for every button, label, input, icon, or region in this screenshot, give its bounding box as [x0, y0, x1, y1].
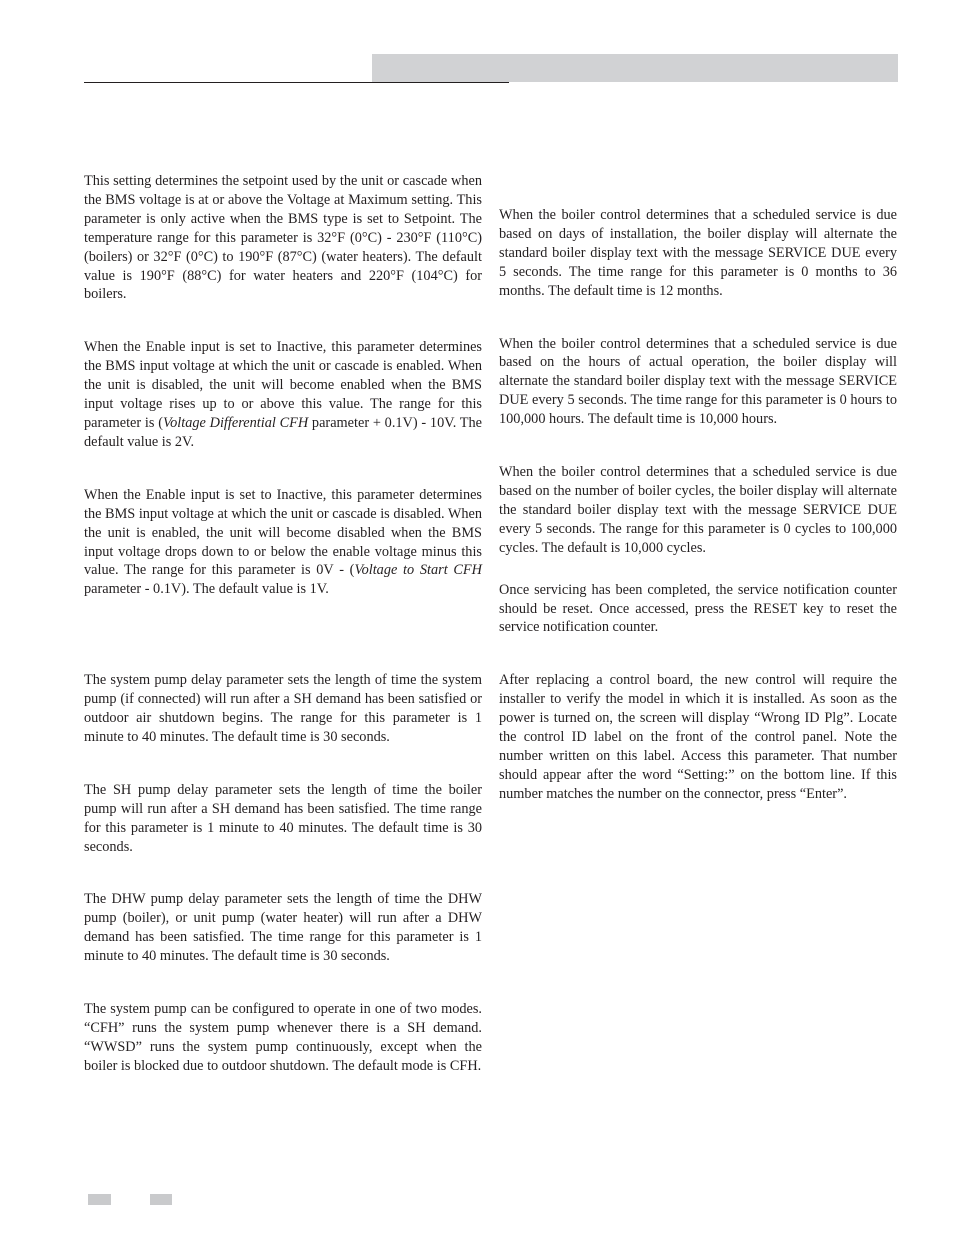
italic-parameter-name: Voltage to Start CFH	[354, 562, 482, 579]
paragraph-service-reset: Once servicing has been completed, the service notification counter should be reset. Once accessed, press the RESET key to reset the service notification counter.	[499, 581, 897, 636]
paragraph-voltage-differential: When the Enable input is set to Inactive, this parameter determines the BMS input voltage at which the unit or cascade is disabled. When the unit is enabled, the unit will become disabled when the BMS input voltage drops down to or below the enable voltage minus this value. The range for this parameter is 0V - (Voltage to Start CFH parameter - 0.1V). The default value is 1V.	[84, 486, 482, 598]
paragraph-setpoint-at-max-voltage: This setting determines the setpoint used by the unit or cascade when the BMS voltage is at or above the Voltage at Maximum setting. This parameter is only active when the BMS type is set to Setpoint. The temperature range for this parameter is 32°F (0°C) - 230°F (110°C) (boilers) or 32°F (0°C) to 190°F (87°C) (water heaters). The default value is 190°F (88°C) for water heaters and 220°F (104°C) for boilers.	[84, 173, 482, 303]
left-column	[84, 172, 482, 1076]
paragraph-service-hours: When the boiler control determines that a scheduled service is due based on the hours of actual operation, the boiler display will alternate the standard boiler display text with the message SERVICE DUE every 5 seconds. The time range for this parameter is 0 hours to 100,000 hours. The default time is 10,000 hours.	[499, 335, 897, 428]
paragraph-service-days: When the boiler control determines that a scheduled service is due based on days of installation, the boiler display will alternate the standard boiler display text with the message SERVICE DUE every 5 seconds. The time range for this parameter is 0 months to 36 months. The default time is 12 months.	[499, 207, 897, 299]
paragraph-control-id: After replacing a control board, the new control will require the installer to verify the model in which it is installed. As soon as the power is turned on, the screen will display “Wrong ID Plg”. Locate the control ID label on the front of the control panel. Note the number written on this label. Access this parameter. That number should appear after the word “Setting:” on the bottom line. If this number matches the number on the connector, press “Enter”.	[499, 672, 897, 802]
header-rule	[84, 82, 509, 83]
paragraph-sh-pump-delay: The SH pump delay parameter sets the length of time the boiler pump will run after a SH demand has been satisfied. The time range for this parameter is 1 minute to 40 minutes. The default time is 30 seconds.	[84, 781, 482, 855]
italic-parameter-name: Voltage Differential CFH	[162, 414, 309, 431]
paragraph-system-pump-mode: The system pump can be configured to operate in one of two modes. “CFH” runs the system pump whenever there is a SH demand. “WWSD” runs the system pump continuously, except when the boiler is blocked due to outdoor shutdown. The default mode is CFH.	[84, 1001, 482, 1074]
paragraph-system-pump-delay: The system pump delay parameter sets the length of time the system pump (if connected) will run after a SH demand has been satisfied or outdoor air shutdown begins. The range for this parameter is 1 minute to 40 minutes. The default time is 30 seconds.	[84, 672, 482, 745]
paragraph-voltage-to-start: When the Enable input is set to Inactive, this parameter determines the BMS input voltage at which the unit or cascade is enabled. When the unit is disabled, the unit will become enabled when the BMS input voltage rises up to or above this value. The range for this parameter is (Voltage Differential CFH parameter + 0.1V) - 10V. The default value is 2V.	[84, 339, 482, 450]
paragraph-service-cycles: When the boiler control determines that a scheduled service is due based on the number of boiler cycles, the boiler display will alternate the standard boiler display text with the message SERVICE DUE every 5 seconds. The range for this parameter is 0 cycles to 100,000 cycles. The default is 10,000 cycles.	[499, 464, 897, 556]
footer-marker-left	[88, 1194, 111, 1205]
header-band	[372, 54, 898, 82]
footer-marker-right	[150, 1194, 172, 1205]
paragraph-dhw-pump-delay: The DHW pump delay parameter sets the length of time the DHW pump (boiler), or unit pump (water heater) will run after a DHW demand has been satisfied. The time range for this parameter is 1 minute to 40 minutes. The default time is 30 seconds.	[84, 891, 482, 965]
right-column	[499, 206, 897, 804]
